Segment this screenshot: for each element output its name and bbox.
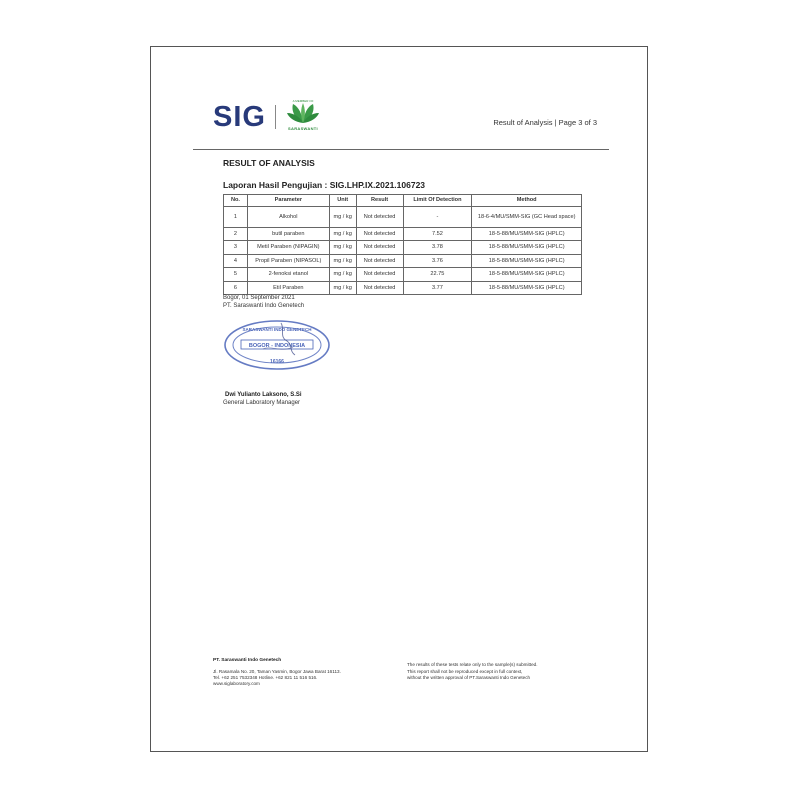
cell-lod: 22.75 xyxy=(403,268,472,281)
cell-no: 3 xyxy=(224,241,248,254)
cell-result: Not detected xyxy=(356,254,403,267)
cell-result: Not detected xyxy=(356,268,403,281)
company-stamp xyxy=(223,319,331,371)
saraswanti-logo-tagline: A MEMBER OF xyxy=(292,99,314,103)
header-lod: Limit Of Detection xyxy=(403,195,472,207)
cell-unit: mg / kg xyxy=(329,281,356,294)
footer-note-3: without the written approval of PT.Saraswanti Indo Genetech xyxy=(407,675,531,680)
footer-address: Jl. Rasamala No. 20, Taman Yasmin, Bogor Jawa Barat 16113. xyxy=(213,669,341,674)
table-row xyxy=(224,281,582,294)
cell-unit: mg / kg xyxy=(329,241,356,254)
place-date: Bogor, 01 September 2021 xyxy=(223,295,295,301)
logo-divider xyxy=(275,105,276,129)
cell-method: 18-5-88/MU/SMM-SIG (HPLC) xyxy=(472,241,582,254)
cell-method: 18-5-88/MU/SMM-SIG (HPLC) xyxy=(472,281,582,294)
document-page xyxy=(150,46,648,752)
cell-parameter: Metil Paraben (NIPAGIN) xyxy=(247,241,329,254)
table-row xyxy=(224,268,582,281)
saraswanti-logo xyxy=(283,99,323,133)
leaf-icon xyxy=(283,99,323,127)
footer-company: PT. Saraswanti Indo Genetech xyxy=(213,658,282,663)
cell-method: 18-5-88/MU/SMM-SIG (HPLC) xyxy=(472,254,582,267)
cell-unit: mg / kg xyxy=(329,268,356,281)
cell-result: Not detected xyxy=(356,241,403,254)
cell-parameter: butil paraben xyxy=(247,228,329,241)
cell-result: Not detected xyxy=(356,207,403,228)
cell-no: 6 xyxy=(224,281,248,294)
header-unit: Unit xyxy=(329,195,356,207)
cell-method: 18-5-88/MU/SMM-SIG (HPLC) xyxy=(472,228,582,241)
cell-no: 5 xyxy=(224,268,248,281)
cell-method: 18-5-88/MU/SMM-SIG (HPLC) xyxy=(472,268,582,281)
table-row xyxy=(224,241,582,254)
cell-no: 1 xyxy=(224,207,248,228)
cell-unit: mg / kg xyxy=(329,254,356,267)
header-result: Result xyxy=(356,195,403,207)
header-method: Method xyxy=(472,195,582,207)
cell-lod: - xyxy=(403,207,472,228)
cell-lod: 3.76 xyxy=(403,254,472,267)
stamp-text-bot: 16166 xyxy=(270,359,284,365)
footer-note-1: The results of these tests relate only to the sample(s) submitted. xyxy=(407,662,538,667)
cell-lod: 3.78 xyxy=(403,241,472,254)
stamp-text-top: SARASWANTI INDO GENETECH xyxy=(242,327,312,332)
report-id: Laporan Hasil Pengujian : SIG.LHP.IX.2021.106723 xyxy=(223,180,426,190)
saraswanti-logo-name: SARASWANTI xyxy=(288,126,318,131)
header-parameter: Parameter xyxy=(247,195,329,207)
document-title: RESULT OF ANALYSIS xyxy=(223,158,315,168)
footer-note-2: This report shall not be reproduced except in full context, xyxy=(407,669,523,674)
cell-no: 2 xyxy=(224,228,248,241)
header-divider xyxy=(193,149,609,150)
signing-company: PT. Saraswanti Indo Genetech xyxy=(223,303,305,309)
cell-parameter: Etil Paraben xyxy=(247,281,329,294)
table-row xyxy=(224,207,582,228)
footer-website: www.siglaboratory.com xyxy=(213,681,260,686)
signer-name: Dwi Yulianto Laksono, S.Si xyxy=(225,392,302,398)
results-table xyxy=(223,194,582,295)
cell-result: Not detected xyxy=(356,281,403,294)
cell-parameter: Propil Paraben (NIPASOL) xyxy=(247,254,329,267)
signer-role: General Laboratory Manager xyxy=(223,400,301,406)
page-label: Result of Analysis | Page 3 of 3 xyxy=(493,118,597,127)
cell-parameter: Alkohol xyxy=(247,207,329,228)
cell-method: 18-6-4/MU/SMM-SIG (GC Head space) xyxy=(472,207,582,228)
footer-contact: Tel. +62 251 7532348 Hotline. +62 821 11 516 516. xyxy=(213,675,318,680)
table-row xyxy=(224,228,582,241)
stamp-text-mid: BOGOR - INDONESIA xyxy=(248,343,306,349)
cell-parameter: 2-fenoksi etanol xyxy=(247,268,329,281)
cell-unit: mg / kg xyxy=(329,207,356,228)
cell-no: 4 xyxy=(224,254,248,267)
table-header-row xyxy=(224,195,582,207)
header-no: No. xyxy=(224,195,248,207)
cell-unit: mg / kg xyxy=(329,228,356,241)
table-row xyxy=(224,254,582,267)
cell-lod: 7.52 xyxy=(403,228,472,241)
cell-result: Not detected xyxy=(356,228,403,241)
cell-lod: 3.77 xyxy=(403,281,472,294)
sig-logo: SIG xyxy=(213,101,266,133)
